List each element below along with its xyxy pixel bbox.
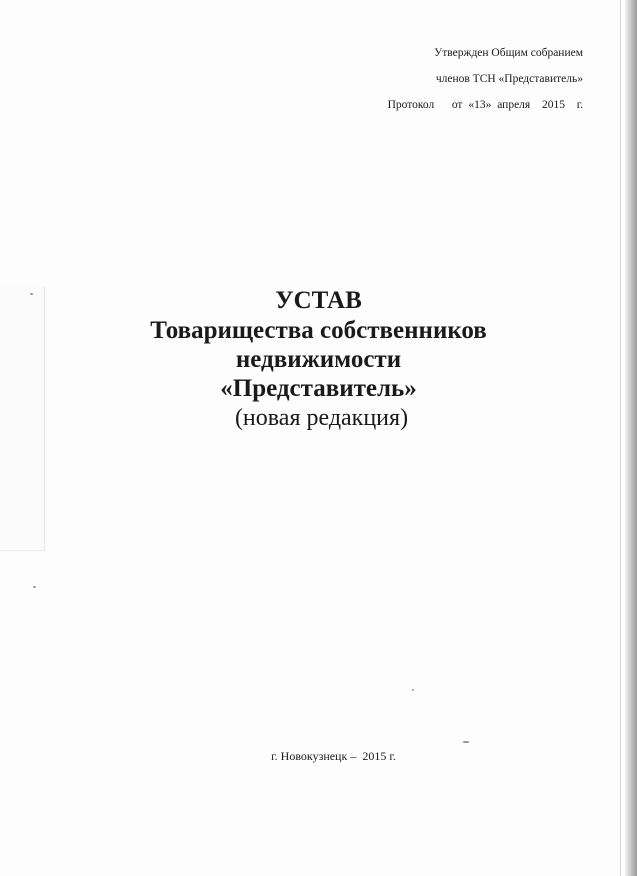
subtitle-line-1: Товарищества собственников (150, 317, 487, 344)
subtitle-line-2: недвижимости (235, 346, 402, 373)
scan-edge-shadow (625, 0, 637, 876)
approval-line-1: Утвержден Общим собранием (434, 47, 583, 59)
approval-line-2: членов ТСН «Представитель» (435, 73, 583, 85)
document-title: УСТАВ (275, 287, 362, 314)
scan-speck (463, 741, 469, 743)
scan-edge-line (620, 0, 621, 876)
place-and-year: г. Новокузнецк – 2015 г. (271, 749, 396, 763)
approval-stamp-block (388, 40, 583, 118)
protocol-date-line: Протокол от «13» апреля 2015 г. (387, 99, 583, 111)
subtitle-line-3: «Представитель» (220, 375, 417, 402)
scan-speck (33, 586, 36, 588)
document-title-block (0, 285, 637, 433)
scan-speck (412, 689, 414, 691)
edition-note: (новая редакция) (234, 405, 409, 431)
